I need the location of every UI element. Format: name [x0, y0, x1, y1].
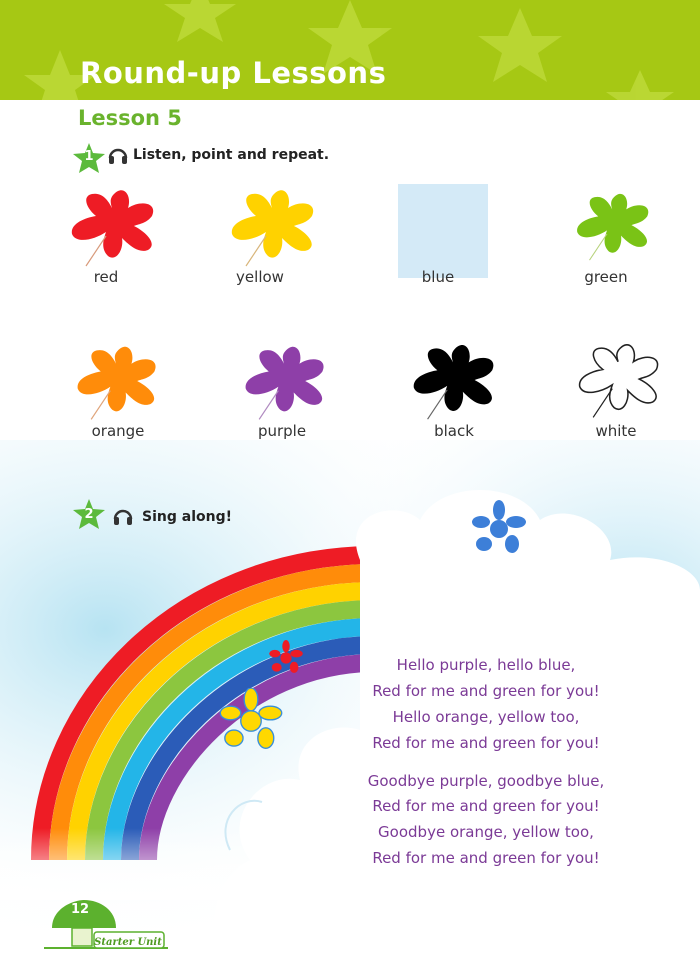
white-leaf-icon — [574, 340, 666, 420]
lesson-title: Lesson 5 — [78, 106, 182, 130]
color-label-purple: purple — [257, 422, 307, 440]
color-label-red: red — [93, 268, 119, 286]
page-number: 12 — [70, 902, 90, 917]
activity-instruction: Sing along! — [142, 509, 232, 525]
lyric-line: Red for me and green for you! — [372, 849, 600, 867]
lyric-line: Hello orange, yellow too, — [392, 708, 580, 726]
unit-label: Starter Unit — [94, 937, 162, 948]
color-label-green: green — [584, 268, 628, 286]
orange-leaf-icon — [72, 342, 164, 422]
lyric-line: Red for me and green for you! — [372, 682, 600, 700]
blue-swatch-shape — [398, 184, 488, 278]
color-label-black: black — [434, 422, 474, 440]
blue-color-swatch — [398, 184, 488, 278]
page-title: Round-up Lessons — [80, 56, 387, 90]
activity-number: 1 — [84, 149, 94, 164]
color-label-white: white — [595, 422, 637, 440]
yellow-splat-icon — [218, 688, 284, 754]
green-leaf-icon — [572, 190, 656, 262]
purple-leaf-icon — [240, 342, 332, 422]
lyric-line: Red for me and green for you! — [372, 797, 600, 815]
activity-instruction: Listen, point and repeat. — [133, 147, 330, 163]
red-leaf-icon — [66, 186, 162, 268]
headphones-icon — [112, 505, 134, 527]
lyric-line: Hello purple, hello blue, — [396, 656, 576, 674]
red-splat-icon — [268, 640, 304, 676]
activity-number: 2 — [84, 507, 94, 522]
lyric-line: Goodbye orange, yellow too, — [378, 823, 594, 841]
yellow-leaf-icon — [226, 186, 322, 268]
black-leaf-icon — [408, 340, 502, 422]
color-label-yellow: yellow — [236, 268, 284, 286]
blue-splat-icon — [470, 500, 528, 558]
lyric-line: Red for me and green for you! — [372, 734, 600, 752]
color-label-blue: blue — [421, 268, 455, 286]
color-label-orange: orange — [91, 422, 145, 440]
lyric-line: Goodbye purple, goodbye blue, — [367, 772, 605, 790]
headphones-icon — [107, 144, 129, 166]
